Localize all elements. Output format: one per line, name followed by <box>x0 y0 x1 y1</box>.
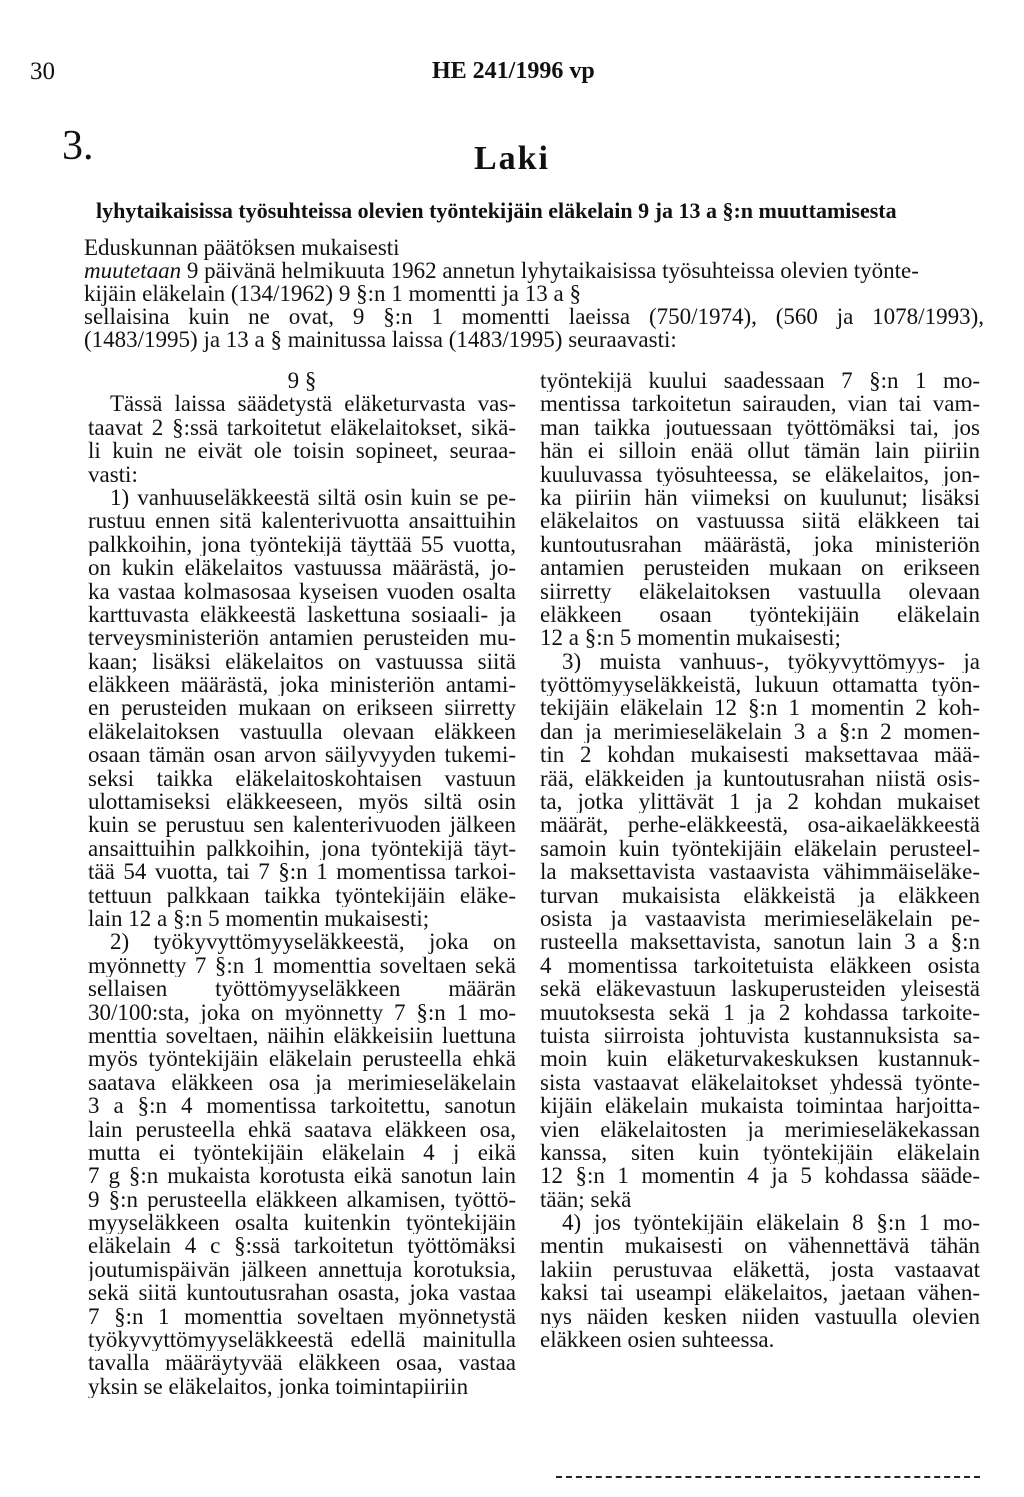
text-line: eläkelaitoksen vastuulla olevaan eläkkeen <box>88 719 516 744</box>
text-line: työntekijä kuului saadessaan 7 §:n 1 mo- <box>540 369 980 393</box>
text-line: 1) vanhuuseläkkeestä siltä osin kuin se pe- <box>110 485 516 510</box>
text-line: tään; sekä <box>540 1187 632 1212</box>
text-line: 7 g §:n mukaista korotusta eikä sanotun lain <box>88 1164 516 1188</box>
text-line: 4 momentissa tarkoitetuista eläkkeen osista <box>540 953 980 978</box>
text-line: tekijäin eläkelain 12 §:n 1 momentin 2 koh- <box>540 696 980 720</box>
text-line: 7 §:n 1 momenttia soveltaen myönnetystä <box>88 1304 516 1329</box>
text-line: rusteella maksettavista, sanotun lain 3 a §:n <box>540 930 980 954</box>
text-line: kuin se perustuu sen kalenterivuoden jälkeen <box>88 813 516 837</box>
text-line: antamien perusteiden mukaan on erikseen <box>540 556 980 580</box>
text-line: samoin kuin työntekijäin eläkelain perusteel- <box>540 836 980 861</box>
text-line: tuista siirroista johtuvista kustannuksista sa- <box>540 1023 980 1048</box>
text-line: saatava eläkkeen osa ja merimieseläkelain <box>88 1070 516 1095</box>
text-line: myyseläkkeen osalta kuitenkin työntekijäin <box>88 1211 516 1235</box>
text-line: tin 2 kohdan mukaisesti maksettavaa mää- <box>540 743 980 767</box>
text-line: sista vastaavat eläkelaitokset yhdessä työnte- <box>540 1070 980 1095</box>
text-line: ta, jotka ylittävät 1 ja 2 kohdan mukaiset <box>540 790 980 814</box>
preamble-line: Eduskunnan päätöksen mukaisesti <box>84 235 400 260</box>
text-line: työkyvyttömyyseläkkeestä edellä mainitulla <box>88 1328 516 1352</box>
text-line: tettuun palkkaan taikka työntekijäin eläke- <box>88 883 516 907</box>
text-line: osaan tämän osan arvon säilyvyyden tukemi- <box>88 743 516 767</box>
text-line: lain perusteella ehkä saatava eläkkeen osa, <box>88 1117 516 1141</box>
text-line: kaksi tai useampi eläkelaitos, jaetaan vähen- <box>540 1281 980 1305</box>
law-subtitle: lyhytaikaisissa työsuhteissa olevien työntekijäin eläkelain 9 ja 13 a §:n muuttamisesta <box>96 198 897 223</box>
text-line: rää, eläkkeiden ja kuntoutusrahan niistä osis- <box>540 766 980 791</box>
page-number: 30 <box>30 58 55 85</box>
text-line: ka piiriin hän viimeksi on kuulunut; lisäksi <box>540 485 980 510</box>
text-line: kijäin eläkelain mukaista toimintaa harjoitta- <box>540 1094 980 1118</box>
text-line: eläkkeen osien suhteessa. <box>540 1328 775 1352</box>
section-number: 3. <box>62 123 94 169</box>
text-line: 3) muista vanhuus-, työkyvyttömyys- ja <box>562 649 980 674</box>
left-column <box>88 369 516 1398</box>
text-line: tää 54 vuotta, tai 7 §:n 1 momentissa tarkoi- <box>88 860 516 884</box>
text-line: 3 a §:n 4 momentissa tarkoitettu, sanotun <box>88 1094 516 1118</box>
text-line: dan ja merimieseläkelain 3 a §:n 2 momen- <box>540 719 980 744</box>
text-line: terveysministeriön antamien perusteiden mu- <box>88 626 516 650</box>
text-line: hän ei silloin enää ollut tämän lain piiriin <box>540 439 980 463</box>
text-line: 2) työkyvyttömyyseläkkeestä, joka on <box>110 930 516 954</box>
preamble-amend-word: muutetaan <box>84 258 182 283</box>
text-line: 4) jos työntekijäin eläkelain 8 §:n 1 mo- <box>562 1211 980 1235</box>
running-header: HE 241/1996 vp <box>432 58 595 84</box>
text-line: siirretty eläkelaitoksen vastuulla olevaan <box>540 579 980 603</box>
text-line: ansaittuihin palkkoihin, jona työntekijä täyt- <box>88 836 516 861</box>
text-line: eläkelaitos on vastuussa siitä eläkkeen tai <box>540 509 980 533</box>
text-line: lain 12 a §:n 5 momentin mukaisesti; <box>88 906 430 931</box>
text-line: 9 § <box>287 369 317 393</box>
text-line: karttuvasta eläkkeestä laskettuna sosiaali- ja <box>88 602 516 627</box>
text-line: 9 §:n perusteella eläkkeen alkamisen, työttö- <box>88 1187 516 1212</box>
text-line: moin kuin eläketurvakeskuksen kustannuk- <box>540 1047 980 1071</box>
text-line: nys näiden kesken niiden vastuulla olevien <box>540 1304 980 1329</box>
text-line: Tässä laissa säädetystä eläketurvasta vas- <box>110 392 516 416</box>
text-line: man taikka joutuessaan työttömäksi tai, jos <box>540 415 980 440</box>
text-line: li kuin ne eivät ole toisin sopineet, seuraa- <box>88 439 516 463</box>
text-line: ka vastaa kolmasosaa kyseisen vuoden osalta <box>88 579 516 603</box>
text-line: kuntoutusrahan määrästä, joka ministeriön <box>540 532 980 557</box>
text-line: 12 §:n 1 momentin 4 ja 5 kohdassa sääde- <box>540 1164 980 1188</box>
text-line: en perusteiden mukaan on erikseen siirretty <box>88 696 516 720</box>
text-line: lakiin perustuvaa eläkettä, josta vastaavat <box>540 1257 980 1282</box>
text-line: kuuluvassa työsuhteessa, se eläkelaitos, jon- <box>540 462 980 486</box>
text-line: myös työntekijäin eläkelain perusteella ehkä <box>88 1047 516 1071</box>
text-line: palkkoihin, jona työntekijä täyttää 55 vuotta, <box>88 532 516 557</box>
text-line: mentin mukaisesti on vähennettävä tähän <box>540 1234 980 1258</box>
text-line: osista ja vastaavista merimieseläkelain pe- <box>540 906 980 931</box>
text-line: vasti: <box>88 462 138 486</box>
preamble-line-text: 9 päivänä helmikuuta 1962 annetun lyhytaikaisissa työsuhteissa olevien työnte- <box>181 258 919 283</box>
text-line: määrät, perhe-eläkkeestä, osa-aikaeläkkeestä <box>540 813 980 837</box>
text-line: muutoksesta sekä 1 ja 2 kohdassa tarkoite- <box>540 1000 980 1024</box>
text-line: la maksettavista vastaavista vähimmäiseläke- <box>540 860 980 884</box>
end-rule <box>556 1476 980 1478</box>
text-line: tavalla määräytyvää eläkkeen osaa, vastaa <box>88 1351 516 1375</box>
law-title: Laki <box>473 140 551 177</box>
preamble-line: kijäin eläkelain (134/1962) 9 §:n 1 momentti ja 13 a § <box>84 281 581 306</box>
text-line: 30/100:sta, joka on myönnetty 7 §:n 1 mo- <box>88 1000 516 1024</box>
text-line: rustuu ennen sitä kalenterivuotta ansaittuihin <box>88 509 516 533</box>
right-column <box>540 369 980 1351</box>
preamble-line: (1483/1995) ja 13 a § mainitussa laissa (1483/1995) seuraavasti: <box>84 327 677 352</box>
text-line: kaan; lisäksi eläkelaitos on vastuussa siitä <box>88 649 516 674</box>
preamble-line: sellaisina kuin ne ovat, 9 §:n 1 momentti laeissa (750/1974), (560 ja 1078/1993), <box>84 304 984 329</box>
text-line: työttömyyseläkkeistä, lukuun ottamatta työn- <box>540 673 980 697</box>
text-line: turvan mukaisista eläkkeistä ja eläkkeen <box>540 883 980 907</box>
text-line: ulottamiseksi eläkkeeseen, myös siltä osin <box>88 790 516 814</box>
text-line: eläkkeen määrästä, joka ministeriön antami- <box>88 673 516 697</box>
text-line: sekä siitä kuntoutusrahan osasta, joka vastaa <box>88 1281 516 1305</box>
text-line: seksi taikka eläkelaitoskohtaisen vastuun <box>88 766 516 791</box>
text-line: eläkelain 4 c §:ssä tarkoitetun työttömäksi <box>88 1234 516 1258</box>
text-line: mutta ei työntekijäin eläkelain 4 j eikä <box>88 1140 516 1165</box>
text-line: menttia soveltaen, näihin eläkkeisiin luettuna <box>88 1023 516 1048</box>
text-line: mentissa tarkoitetun sairauden, vian tai vam- <box>540 392 980 416</box>
text-line: vien eläkelaitosten ja merimieseläkekassan <box>540 1117 980 1141</box>
preamble-line <box>84 259 984 282</box>
preamble <box>84 236 984 351</box>
text-line: kanssa, siten kuin työntekijäin eläkelain <box>540 1140 980 1165</box>
text-line: joutumispäivän jälkeen annettuja korotuksia, <box>88 1257 516 1282</box>
text-line: yksin se eläkelaitos, jonka toimintapiiriin <box>88 1374 469 1399</box>
text-line: myönnetty 7 §:n 1 momenttia soveltaen sekä <box>88 953 516 978</box>
text-line: on kukin eläkelaitos vastuussa määrästä, jo- <box>88 556 516 580</box>
text-line: taavat 2 §:ssä tarkoitetut eläkelaitokset, sikä- <box>88 415 516 440</box>
text-line: 12 a §:n 5 momentin mukaisesti; <box>540 626 841 650</box>
text-line: sekä eläkevastuun laskuperusteiden yleisestä <box>540 977 980 1001</box>
text-line: sellaisen työttömyyseläkkeen määrän <box>88 977 516 1001</box>
text-line: eläkkeen osaan työntekijäin eläkelain <box>540 602 980 627</box>
